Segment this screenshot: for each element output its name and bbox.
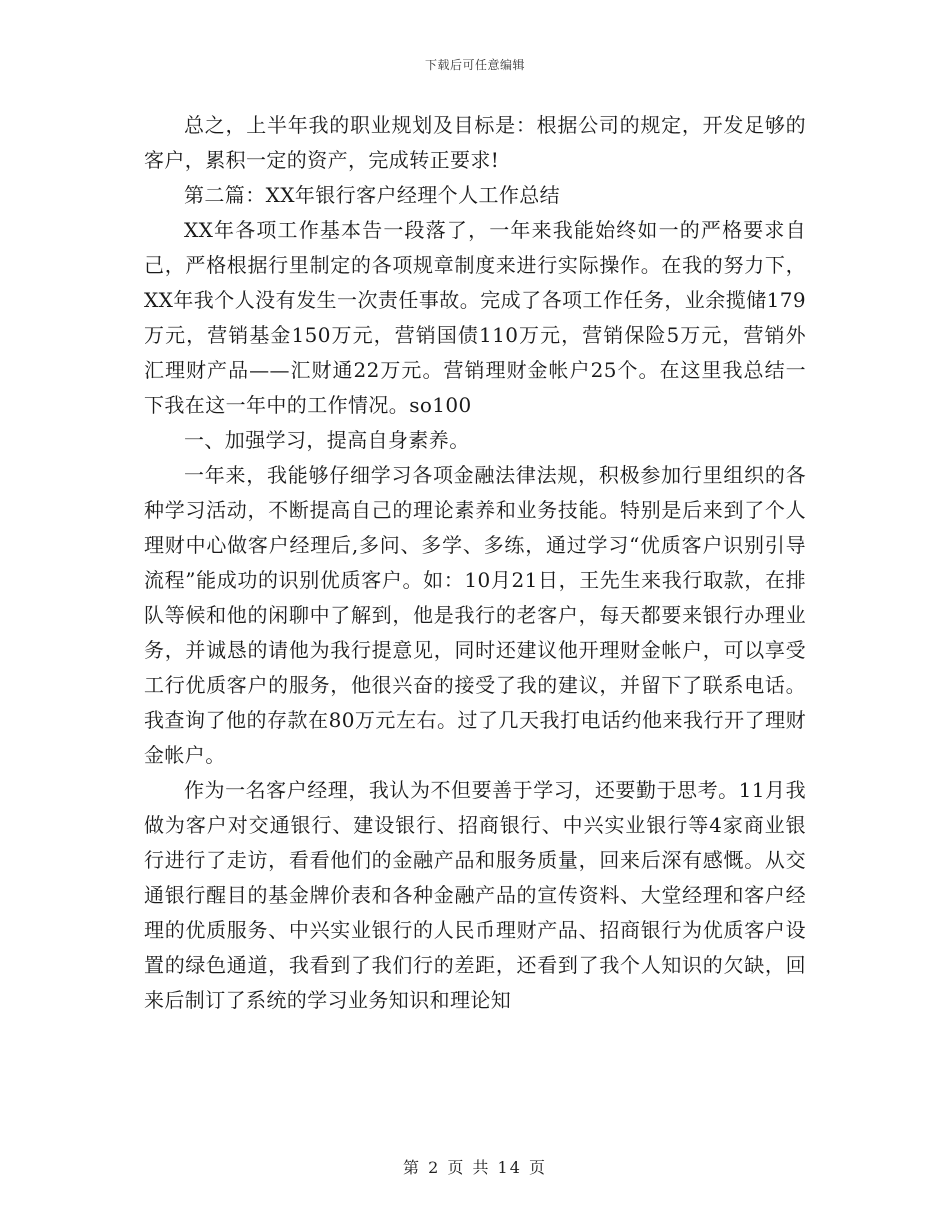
paragraph-thinking: 作为一名客户经理，我认为不但要善于学习，还要勤于思考。11月我做为客户对交通银行、建设银行、招商银行、中兴实业银行等4家商业银行进行了走访，看看他们的金融产品和服务质量，回来后深有感慨。从交通银行醒目的基金牌价表和各种金融产品的宣传资料、大堂经理和客户经理的优质服务、中兴实业银行的人民币理财产品、招商银行为优质客户设置的绿色通道，我看到了我们行的差距，还看到了我个人知识的欠缺，回来后制订了系统的学习业务知识和理论知 xyxy=(144,778,806,1012)
page-number: 第 2 页 共 14 页 xyxy=(403,1158,547,1177)
paragraph-overview: XX年各项工作基本告一段落了，一年来我能始终如一的严格要求自己，严格根据行里制定的各项规章制度来进行实际操作。在我的努力下，XX年我个人没有发生一次责任事故。完成了各项工作任务，业余揽储179万元，营销基金150万元，营销国债110万元，营销保险5万元，营销外汇理财产品——汇财通22万元。营销理财金帐户25个。在这里我总结一下我在这一年中的工作情况。so100 xyxy=(144,218,806,417)
paragraph-summary: 总之，上半年我的职业规划及目标是：根据公司的规定，开发足够的客户，累积一定的资产，完成转正要求! xyxy=(144,113,806,172)
document-body xyxy=(144,108,806,1018)
header-note: 下载后可任意编辑 xyxy=(424,58,525,72)
section-title: 第二篇：XX年银行客户经理个人工作总结 xyxy=(184,183,561,207)
subsection-heading: 一、加强学习，提高自身素养。 xyxy=(184,428,470,452)
paragraph-study: 一年来，我能够仔细学习各项金融法律法规，积极参加行里组织的各种学习活动，不断提高自己的理论素养和业务技能。特别是后来到了个人理财中心做客户经理后,多问、多学、多练，通过学习“优质客户识别引导流程”能成功的识别优质客户。如：10月21日，王先生来我行取款，在排队等候和他的闲聊中了解到，他是我行的老客户，每天都要来银行办理业务，并诚恳的请他为我行提意见，同时还建议他开理财金帐户，可以享受工行优质客户的服务，他很兴奋的接受了我的建议，并留下了联系电话。我查询了他的存款在80万元左右。过了几天我打电话约他来我行开了理财金帐户。 xyxy=(144,463,806,767)
